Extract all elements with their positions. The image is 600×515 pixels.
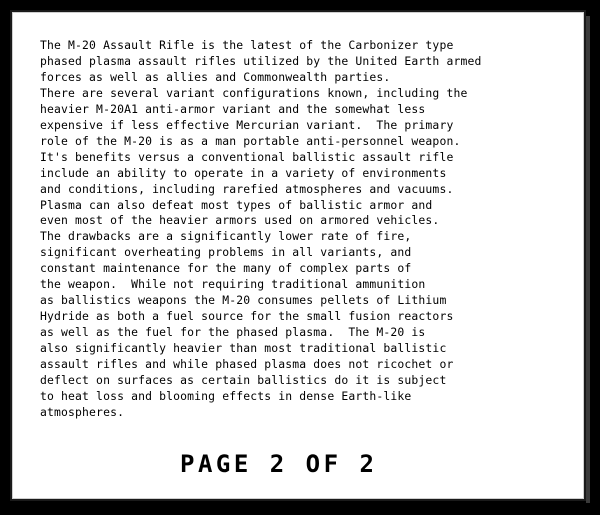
text-line: constant maintenance for the many of complex parts of xyxy=(40,261,412,276)
text-line: significant overheating problems in all variants, and xyxy=(40,245,412,260)
text-line: deflect on surfaces as certain ballistics do it is subject xyxy=(40,373,447,388)
text-line: and conditions, including rarefied atmospheres and vacuums. xyxy=(40,181,454,196)
text-line: heavier M-20A1 anti-armor variant and the somewhat less xyxy=(40,101,426,116)
text-line: role of the M-20 is as a man portable anti-personnel weapon. xyxy=(40,133,461,148)
text-line: forces as well as allies and Commonwealth parties. xyxy=(40,69,391,84)
text-line: Hydride as both a fuel source for the small fusion reactors xyxy=(40,309,454,324)
text-line: as ballistics weapons the M-20 consumes pellets of Lithium xyxy=(40,293,447,308)
text-line: It's benefits versus a conventional ballistic assault rifle xyxy=(40,149,454,164)
document-body xyxy=(40,38,575,421)
page-indicator: PAGE 2 OF 2 xyxy=(180,450,378,478)
text-line: include an ability to operate in a variety of environments xyxy=(40,165,447,180)
text-line: atmospheres. xyxy=(40,404,125,419)
text-line: There are several variant configurations known, including the xyxy=(40,85,468,100)
text-line: Plasma can also defeat most types of ballistic armor and xyxy=(40,197,433,212)
document-frame xyxy=(10,10,586,501)
text-line: as well as the fuel for the phased plasma. The M-20 is xyxy=(40,325,426,340)
text-line: also significantly heavier than most traditional ballistic xyxy=(40,341,447,356)
text-line: The drawbacks are a significantly lower rate of fire, xyxy=(40,229,412,244)
text-line: phased plasma assault rifles utilized by the United Earth armed xyxy=(40,53,482,68)
text-line: assault rifles and while phased plasma does not ricochet or xyxy=(40,357,454,372)
text-line: to heat loss and blooming effects in dense Earth-like xyxy=(40,388,412,403)
text-line: even most of the heavier armors used on armored vehicles. xyxy=(40,213,440,228)
text-line: The M-20 Assault Rifle is the latest of the Carbonizer type xyxy=(40,38,454,52)
text-line: expensive if less effective Mercurian variant. The primary xyxy=(40,117,454,132)
text-line: the weapon. While not requiring traditional ammunition xyxy=(40,277,426,292)
